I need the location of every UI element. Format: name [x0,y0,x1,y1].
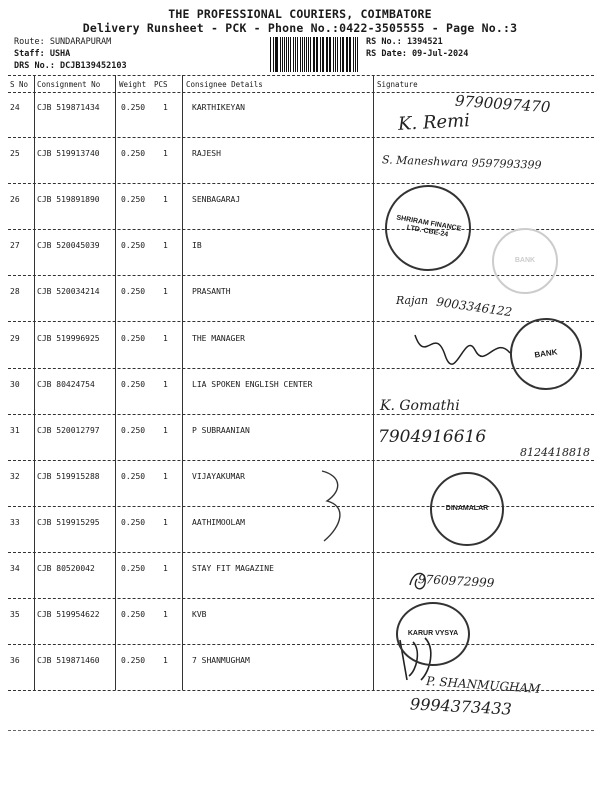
barcode-bar [284,37,285,72]
handwritten-signature: K. Remi [397,110,471,135]
barcode-bar [313,37,314,72]
barcode-bar [282,37,283,72]
barcode-bar [270,37,271,72]
row-sno: 32 [10,471,20,481]
barcode-bar [350,37,351,72]
handwritten-phone: 9760972999 [417,572,495,590]
barcode-bar [310,37,312,72]
row-consignment-no: CJB 80520042 [37,564,95,573]
handwritten-phone: 7904916616 [378,427,487,447]
row-pcs: 1 [163,241,168,251]
barcode-bar [322,37,323,72]
row-divider [8,552,594,553]
col-header-consignee: Consignee Details [186,80,263,89]
barcode-bar [295,37,296,72]
table-row [0,554,600,598]
handwritten-signature: P. SHANMUGHAM [425,674,541,696]
row-pcs: 1 [163,564,168,573]
row-sno: 26 [10,195,20,205]
barcode-bar [297,37,298,72]
row-consignee: KVB [192,610,207,620]
row-consignee: SENBAGARAJ [192,195,241,205]
row-weight: 0.250 [121,241,146,251]
table-row [0,600,600,644]
staff-label: Staff: USHA [14,49,71,59]
row-pcs: 1 [163,656,168,666]
row-consignment-no: CJB 519871460 [37,656,100,666]
row-consignee: IB [192,241,202,251]
row-sno: 29 [10,333,20,343]
signature-scribble [312,466,352,546]
route-label: Route: SUNDARAPURAM [14,37,112,47]
row-sno: 28 [10,287,20,297]
row-sno: 24 [10,103,20,112]
row-pcs: 1 [163,149,168,159]
barcode-bar [317,37,318,72]
row-weight: 0.250 [121,425,146,435]
row-consignee: STAY FIT MAGAZINE [192,564,274,573]
col-header-signature: Signature [377,80,418,89]
page-title: THE PROFESSIONAL COURIERS, COIMBATORE [168,7,432,21]
row-consignee: LIA SPOKEN ENGLISH CENTER [192,379,313,389]
row-consignee: 7 SHANMUGHAM [192,656,250,666]
row-divider [8,598,594,599]
barcode-bar [304,37,305,72]
row-pcs: 1 [163,195,168,205]
row-sno: 31 [10,425,20,435]
row-consignment-no: CJB 519891890 [37,195,100,205]
row-pcs: 1 [163,517,168,527]
signature-scribble [410,325,520,370]
row-consignment-no: CJB 519915295 [37,517,100,527]
barcode-bar [349,37,350,72]
rs-date-label: RS Date: 09-Jul-2024 [366,49,469,59]
barcode-bar [288,37,289,72]
row-weight: 0.250 [121,287,146,297]
row-consignment-no: CJB 519996925 [37,333,100,343]
row-divider [8,644,594,645]
table-row [0,462,600,506]
barcode-bar [316,37,317,72]
row-sno: 33 [10,517,20,527]
row-weight: 0.250 [121,149,146,159]
row-consignee: THE MANAGER [192,333,245,343]
row-divider [8,321,594,322]
row-sno: 34 [10,564,20,573]
barcode-bar [275,37,276,72]
row-divider [8,460,594,461]
col-header-weight: Weight [119,80,147,89]
handwritten-phone: 8124418818 [520,446,590,459]
handwritten-phone: 9790097470 [454,91,551,117]
row-weight: 0.250 [121,103,146,112]
barcode-bar [333,37,334,72]
row-sno: 27 [10,241,20,251]
row-sno: 36 [10,656,20,666]
row-weight: 0.250 [121,195,146,205]
row-pcs: 1 [163,103,168,112]
barcode-bar [276,37,278,72]
barcode-bar [302,37,303,72]
table-row [0,416,600,460]
barcode-bar [280,37,281,72]
row-pcs: 1 [163,333,168,343]
barcode-bar [308,37,309,72]
row-consignment-no: CJB 520012797 [37,425,100,435]
row-weight: 0.250 [121,610,146,620]
table-row [0,185,600,229]
barcode-bar [343,37,344,72]
barcode-bar [286,37,287,72]
bank-stamp-faint: BANK [492,228,558,294]
bottom-rule [8,730,594,731]
row-consignment-no: CJB 519871434 [37,103,100,112]
barcode-bar [337,37,338,72]
handwritten-signature: Rajan [396,294,429,307]
barcode-bar [355,37,356,72]
barcode-bar [335,37,336,72]
col-header-sno: S No [10,80,29,89]
rs-no-label: RS No.: 1394521 [366,37,443,47]
row-weight: 0.250 [121,333,146,343]
barcode-bar [326,37,328,72]
row-pcs: 1 [163,471,168,481]
row-pcs: 1 [163,287,168,297]
table-row [0,370,600,414]
row-consignee: P SUBRAANIAN [192,425,250,435]
barcode-bar [357,37,358,72]
barcode-bar [293,37,295,72]
col-header-pcs: PCS [154,80,168,89]
barcode-bar [346,37,348,72]
drs-label: DRS No.: DCJB139452103 [14,61,127,71]
handwritten-phone: 9003346122 [435,294,513,320]
dinamalar-stamp: DINAMALAR [430,472,504,546]
row-consignee: PRASANTH [192,287,231,297]
barcode-bar [273,37,274,72]
col-header-consignment: Consignment No [37,80,101,89]
row-sno: 35 [10,610,20,620]
barcode [270,37,360,72]
row-pcs: 1 [163,425,168,435]
handwritten-signature: K. Gomathi [380,398,460,414]
row-divider [8,506,594,507]
barcode-bar [323,37,324,72]
row-pcs: 1 [163,610,168,620]
row-consignment-no: CJB 520034214 [37,287,100,297]
row-divider [8,137,594,138]
handwritten-phone: 9994373433 [409,694,513,719]
barcode-bar [320,37,321,72]
row-consignee: AATHIMOOLAM [192,517,245,527]
row-weight: 0.250 [121,379,146,389]
row-divider [8,229,594,230]
barcode-bar [340,37,341,72]
barcode-bar [329,37,330,72]
row-consignee: KARTHIKEYAN [192,103,245,112]
row-consignment-no: CJB 519913740 [37,149,100,159]
row-pcs: 1 [163,379,168,389]
barcode-bar [330,37,331,72]
table-top-rule [8,75,594,76]
row-divider [8,183,594,184]
barcode-bar [300,37,301,72]
barcode-bar [342,37,343,72]
runsheet-title: Delivery Runsheet - PCK - Phone No.:0422-3505555 - Page No.:3 [82,21,518,35]
row-sno: 30 [10,379,20,389]
barcode-bar [306,37,307,72]
barcode-bar [290,37,291,72]
row-weight: 0.250 [121,471,146,481]
row-consignment-no: CJB 519915288 [37,471,100,481]
row-consignment-no: CJB 519954622 [37,610,100,620]
row-weight: 0.250 [121,564,146,573]
shriram-finance-stamp: SHRIRAM FINANCE LTD. CBE-24 [378,178,478,278]
signature-scribble [405,565,435,595]
row-divider [8,414,594,415]
row-sno: 25 [10,149,20,159]
bank-stamp: BANK [505,313,586,394]
row-consignment-no: CJB 80424754 [37,379,95,389]
row-consignee: RAJESH [192,149,221,159]
handwritten-signature: S. Maneshwara 9597993399 [381,153,542,172]
karur-vysya-stamp: KARUR VYSYA [396,602,470,666]
row-consignee: VIJAYAKUMAR [192,471,245,481]
row-weight: 0.250 [121,517,146,527]
table-row [0,508,600,552]
row-consignment-no: CJB 520045039 [37,241,100,251]
barcode-bar [353,37,354,72]
row-weight: 0.250 [121,656,146,666]
